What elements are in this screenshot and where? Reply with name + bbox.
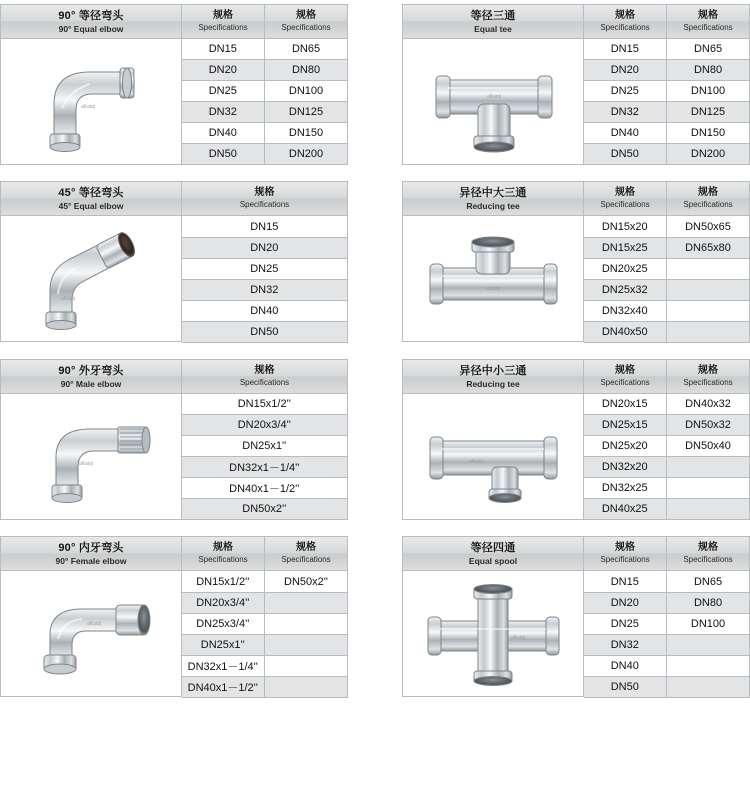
spec-cell: DN40x32 <box>667 394 750 415</box>
table-row <box>584 394 750 415</box>
spec-cell: DN20x25 <box>584 258 667 279</box>
spec-cell: DN40 <box>584 123 667 144</box>
spec-cell <box>667 478 750 499</box>
spec-cell: DN15 <box>182 216 348 237</box>
product-title-cn: 90° 等径弯头 <box>58 10 124 22</box>
spec-cell: DN40 <box>182 300 348 321</box>
spec-cell: DN50x2'' <box>182 499 348 520</box>
product-title-cn: 90° 内牙弯头 <box>58 542 124 555</box>
spec-cell: DN50x65 <box>667 216 750 237</box>
product-title-cn: 异径中大三通 <box>459 187 527 200</box>
table-row <box>182 415 348 436</box>
spec-cell: DN32 <box>584 102 667 123</box>
spec-cell: DN32 <box>182 102 265 123</box>
table-row <box>584 613 750 634</box>
table-row <box>182 60 348 81</box>
spec-header-en: Specifications <box>600 22 650 32</box>
table-row <box>584 592 750 613</box>
spec-cell: DN20x3/4'' <box>182 415 348 436</box>
table-row <box>584 237 750 258</box>
svg-text:aKaiqi: aKaiqi <box>468 459 483 466</box>
spec-cell: DN50x40 <box>667 436 750 457</box>
spec-cell: DN25x32 <box>584 279 667 300</box>
reducing-tee-small-fitting <box>402 394 584 520</box>
table-row <box>182 258 348 279</box>
spec-cell: DN80 <box>667 592 750 613</box>
spec-cell <box>667 279 750 300</box>
spec-cell: DN15x20 <box>584 216 667 237</box>
male-elbow-fitting <box>0 394 182 520</box>
table-row <box>584 81 750 102</box>
product-title-cell <box>402 536 584 571</box>
spec-cell: DN50 <box>584 144 667 165</box>
table-row <box>182 457 348 478</box>
tee-fitting <box>402 39 584 165</box>
spec-cell: DN25 <box>182 258 348 279</box>
svg-text:aKaiqi: aKaiqi <box>78 461 93 468</box>
spec-table <box>584 216 750 343</box>
spec-header-cn: 规格 <box>615 364 635 376</box>
spec-cell: DN20 <box>182 237 348 258</box>
spec-cell: DN25 <box>584 613 667 634</box>
spec-header-cn: 规格 <box>698 364 718 376</box>
spec-cell: DN50 <box>182 321 348 342</box>
spec-cell: DN15x1/2'' <box>182 571 265 592</box>
product-title-en: 90° Equal elbow <box>58 23 124 34</box>
table-row <box>584 499 750 520</box>
spec-cell: DN20 <box>584 592 667 613</box>
spec-cell: DN25x1'' <box>182 634 265 655</box>
spec-cell <box>667 655 750 676</box>
product-card-equal-tee <box>402 4 750 165</box>
table-row <box>584 123 750 144</box>
spec-cell: DN32x40 <box>584 300 667 321</box>
spec-cell: DN50 <box>182 144 265 165</box>
product-card-reducing-tee-large <box>402 181 750 342</box>
table-row <box>584 321 750 342</box>
spec-header-cn: 规格 <box>296 10 316 21</box>
product-title-en: 90° Male elbow <box>60 378 122 389</box>
spec-header-cn: 规格 <box>254 364 275 376</box>
spec-header-cn: 规格 <box>615 187 635 199</box>
spec-header-cn: 规格 <box>254 187 275 199</box>
spec-cell <box>265 676 348 697</box>
spec-cell <box>667 258 750 279</box>
table-row <box>182 655 348 676</box>
spec-cell: DN25x15 <box>584 415 667 436</box>
table-row <box>584 457 750 478</box>
spec-cell: DN20x3/4'' <box>182 592 265 613</box>
table-row <box>182 571 348 592</box>
product-card-reducing-tee-small <box>402 359 750 520</box>
table-row <box>584 571 750 592</box>
product-card-equal-elbow-90 <box>0 4 348 165</box>
spec-cell: DN150 <box>265 123 348 144</box>
spec-header-en: Specifications <box>683 200 733 210</box>
table-row <box>182 676 348 697</box>
table-row <box>182 436 348 457</box>
product-card-male-elbow-90 <box>0 359 348 520</box>
table-row <box>182 592 348 613</box>
product-title-cell <box>402 181 584 216</box>
table-row <box>584 436 750 457</box>
spec-header-1 <box>182 536 265 571</box>
table-row <box>584 216 750 237</box>
spec-cell <box>667 321 750 342</box>
spec-cell: DN150 <box>667 123 750 144</box>
spec-cell <box>667 499 750 520</box>
spec-cell: DN80 <box>265 60 348 81</box>
spec-cell: DN50x2'' <box>265 571 348 592</box>
product-title-cn: 等径四通 <box>470 542 516 555</box>
spec-header-cn: 规格 <box>296 542 316 554</box>
spec-header-cn: 规格 <box>213 542 233 554</box>
spec-cell: DN15x25 <box>584 237 667 258</box>
table-row <box>182 39 348 60</box>
spec-cell: DN25x3/4'' <box>182 613 265 634</box>
table-row <box>182 478 348 499</box>
spec-cell: DN50x32 <box>667 415 750 436</box>
product-title-en: Equal spool <box>468 556 518 567</box>
spec-cell: DN65 <box>265 39 348 60</box>
spec-cell: DN40x1－1/2'' <box>182 478 348 499</box>
product-title-cn: 异径中小三通 <box>459 364 527 377</box>
svg-text:aKaiqi: aKaiqi <box>60 295 75 302</box>
spec-cell: DN40 <box>182 123 265 144</box>
spec-cell: DN65 <box>667 39 750 60</box>
spec-header-1 <box>584 181 667 216</box>
card-header <box>0 4 348 39</box>
spec-header-2 <box>265 4 348 39</box>
spec-cell: DN65 <box>667 571 750 592</box>
table-row <box>182 216 348 237</box>
spec-header-cn: 规格 <box>615 542 635 554</box>
spec-cell: DN32 <box>584 634 667 655</box>
table-row <box>584 676 750 697</box>
spec-cell: DN100 <box>667 81 750 102</box>
table-row <box>182 300 348 321</box>
product-title-cn: 90° 外牙弯头 <box>58 364 124 377</box>
product-title-cell <box>402 359 584 394</box>
table-row <box>182 321 348 342</box>
spec-header-1 <box>584 359 667 394</box>
spec-cell: DN40 <box>584 655 667 676</box>
product-title-en: 45° Equal elbow <box>58 201 124 212</box>
card-header <box>0 181 348 216</box>
spec-header-2 <box>265 536 348 571</box>
spec-cell: DN100 <box>265 81 348 102</box>
spec-cell: DN25 <box>584 81 667 102</box>
card-header <box>402 181 750 216</box>
table-row <box>584 300 750 321</box>
spec-cell <box>667 457 750 478</box>
spec-cell: DN25x1'' <box>182 436 348 457</box>
spec-table <box>584 571 750 698</box>
card-body <box>0 216 348 343</box>
spec-cell: DN25x20 <box>584 436 667 457</box>
product-title-en: 90° Female elbow <box>55 556 127 567</box>
spec-cell: DN32x20 <box>584 457 667 478</box>
table-row <box>182 499 348 520</box>
spec-cell: DN15 <box>584 571 667 592</box>
card-body <box>0 39 348 166</box>
spec-cell: DN20 <box>182 60 265 81</box>
spec-cell: DN40x50 <box>584 321 667 342</box>
spec-header-en: Specifications <box>198 22 248 32</box>
spec-header-1 <box>584 4 667 39</box>
card-body <box>0 571 348 698</box>
spec-header-en: Specifications <box>239 377 290 387</box>
table-row <box>584 258 750 279</box>
spec-cell <box>265 634 348 655</box>
spec-cell: DN20x15 <box>584 394 667 415</box>
catalog-row <box>0 359 750 520</box>
cross-fitting <box>402 571 584 697</box>
spec-table <box>182 216 349 343</box>
spec-header-cn: 规格 <box>698 10 718 21</box>
elbow-45-fitting <box>0 216 182 342</box>
spec-table <box>584 394 750 521</box>
product-card-equal-elbow-45 <box>0 181 348 342</box>
product-title-cn: 45° 等径弯头 <box>58 187 124 200</box>
card-body <box>0 394 348 521</box>
spec-cell: DN40x25 <box>584 499 667 520</box>
card-body <box>402 216 750 343</box>
spec-cell <box>667 300 750 321</box>
spec-cell: DN200 <box>265 144 348 165</box>
spec-header-2 <box>667 181 750 216</box>
spec-cell: DN32x1－1/4'' <box>182 655 265 676</box>
table-row <box>182 394 348 415</box>
spec-header-cn: 规格 <box>698 542 718 554</box>
spec-cell: DN80 <box>667 60 750 81</box>
spec-header-2 <box>667 536 750 571</box>
spec-table <box>584 39 750 166</box>
svg-text:aKaiqi: aKaiqi <box>86 620 101 627</box>
spec-cell <box>667 676 750 697</box>
spec-table <box>182 394 349 521</box>
table-row <box>584 415 750 436</box>
spec-header-en: Specifications <box>600 200 650 210</box>
spec-header-2 <box>667 359 750 394</box>
table-row <box>584 60 750 81</box>
spec-cell: DN125 <box>667 102 750 123</box>
spec-header-cn: 规格 <box>213 10 233 21</box>
catalog-row <box>0 4 750 165</box>
elbow-90-fitting <box>0 39 182 165</box>
product-title-cell <box>0 536 182 571</box>
table-row <box>182 144 348 165</box>
spec-header-en: Specifications <box>683 555 733 565</box>
spec-header-1 <box>182 359 348 394</box>
spec-cell: DN15 <box>182 39 265 60</box>
card-header <box>0 359 348 394</box>
table-row <box>182 81 348 102</box>
spec-cell: DN40x1－1/2'' <box>182 676 265 697</box>
spec-cell: DN200 <box>667 144 750 165</box>
card-header <box>0 536 348 571</box>
female-elbow-fitting <box>0 571 182 697</box>
reducing-tee-fitting <box>402 216 584 342</box>
product-card-female-elbow-90 <box>0 536 348 697</box>
table-row <box>584 279 750 300</box>
spec-cell: DN15 <box>584 39 667 60</box>
card-body <box>402 39 750 166</box>
svg-text:aKaiqi: aKaiqi <box>486 94 501 101</box>
product-title-cell <box>402 4 584 39</box>
table-row <box>182 279 348 300</box>
table-row <box>584 144 750 165</box>
spec-header-en: Specifications <box>683 22 733 32</box>
table-row <box>584 634 750 655</box>
table-row <box>584 655 750 676</box>
product-title-cell <box>0 359 182 394</box>
spec-cell: DN50 <box>584 676 667 697</box>
spec-header-en: Specifications <box>600 377 650 387</box>
product-title-en: Equal tee <box>474 23 512 34</box>
card-header <box>402 359 750 394</box>
spec-cell: DN65x80 <box>667 237 750 258</box>
table-row <box>584 39 750 60</box>
table-row <box>182 613 348 634</box>
spec-header-en: Specifications <box>600 555 650 565</box>
product-title-en: Reducing tee <box>466 201 520 212</box>
spec-cell: DN100 <box>667 613 750 634</box>
spec-table <box>182 571 349 698</box>
svg-text:aKaiqi: aKaiqi <box>485 285 500 292</box>
spec-cell <box>265 613 348 634</box>
spec-cell: DN15x1/2'' <box>182 394 348 415</box>
spec-header-en: Specifications <box>683 377 733 387</box>
table-row <box>182 237 348 258</box>
spec-cell: DN32 <box>182 279 348 300</box>
svg-text:aKaiqi: aKaiqi <box>510 634 525 641</box>
spec-header-en: Specifications <box>198 555 248 565</box>
card-header <box>402 536 750 571</box>
table-row <box>584 102 750 123</box>
spec-header-1 <box>182 181 348 216</box>
card-header <box>402 4 750 39</box>
spec-header-cn: 规格 <box>615 10 635 21</box>
table-row <box>584 478 750 499</box>
svg-text:aKaiqi: aKaiqi <box>80 104 95 111</box>
product-title-cn: 等径三通 <box>470 10 516 22</box>
spec-header-1 <box>182 4 265 39</box>
spec-cell <box>265 655 348 676</box>
spec-cell <box>667 634 750 655</box>
spec-header-cn: 规格 <box>698 187 718 199</box>
spec-header-2 <box>667 4 750 39</box>
product-title-en: Reducing tee <box>466 378 520 389</box>
spec-cell: DN125 <box>265 102 348 123</box>
spec-cell: DN25 <box>182 81 265 102</box>
catalog-row <box>0 536 750 697</box>
card-body <box>402 571 750 698</box>
catalog-row <box>0 181 750 342</box>
spec-cell: DN20 <box>584 60 667 81</box>
spec-table <box>182 39 349 166</box>
table-row <box>182 123 348 144</box>
spec-cell: DN32x1－1/4'' <box>182 457 348 478</box>
table-row <box>182 102 348 123</box>
spec-header-1 <box>584 536 667 571</box>
table-row <box>182 634 348 655</box>
card-body <box>402 394 750 521</box>
spec-cell: DN32x25 <box>584 478 667 499</box>
product-title-cell <box>0 4 182 39</box>
spec-cell <box>265 592 348 613</box>
spec-header-en: Specifications <box>239 200 290 210</box>
product-card-equal-spool <box>402 536 750 697</box>
product-title-cell <box>0 181 182 216</box>
spec-header-en: Specifications <box>281 555 331 565</box>
spec-header-en: Specifications <box>281 22 331 32</box>
